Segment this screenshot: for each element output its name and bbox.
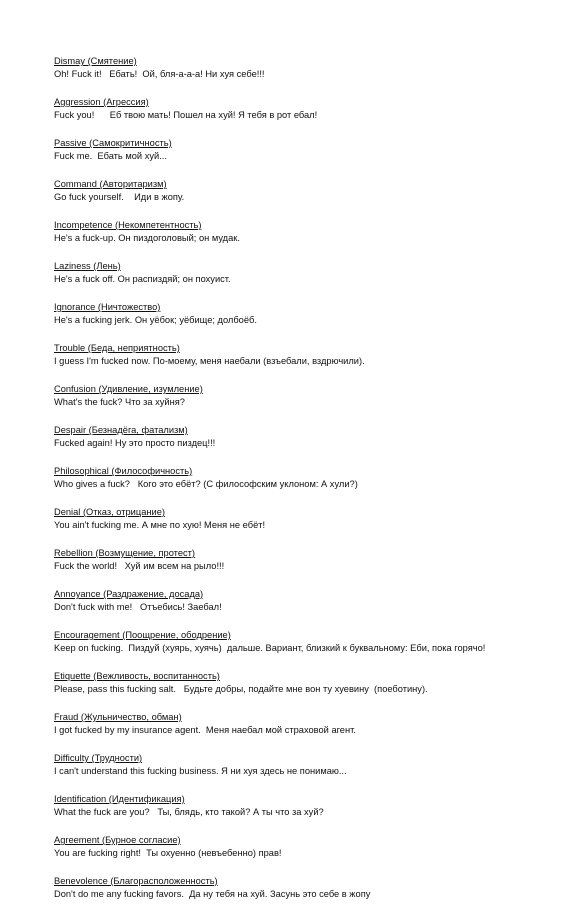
- entry-ignorance: [54, 297, 559, 326]
- entry-philosophical: [54, 461, 559, 490]
- entry-identification: [54, 789, 559, 818]
- entry-agreement: [54, 830, 559, 859]
- entry-heading: Dismay (Смятение): [54, 56, 137, 66]
- entry-text: Fuck you! Еб твою мать! Пошел на хуй! Я тебя в рот ебал!: [54, 110, 318, 120]
- entry-text: I guess I'm fucked now. По-моему, меня наебали (взъебали, вздрючили).: [54, 356, 365, 366]
- entry-heading: Laziness (Лень): [54, 261, 121, 271]
- entry-heading: Fraud (Жульничество, обман): [54, 712, 182, 722]
- entry-text: Oh! Fuck it! Ебать! Ой, бля-а-а-а! Ни хуя себе!!!: [54, 69, 265, 79]
- entry-heading: Command (Авторитаризм): [54, 179, 167, 189]
- entry-text: Fucked again! Ну это просто пиздец!!!: [54, 438, 216, 448]
- entry-dismay: [54, 51, 559, 80]
- entry-heading: Trouble (Беда, неприятность): [54, 343, 180, 353]
- entry-text: Go fuck yourself. Иди в жопу.: [54, 192, 185, 202]
- entry-fraud: [54, 707, 559, 736]
- entry-heading: Rebellion (Возмущение, протест): [54, 548, 195, 558]
- entry-heading: Annoyance (Раздражение, досада): [54, 589, 204, 599]
- entry-command: [54, 174, 559, 203]
- entry-text: He's a fuck off. Он распиздяй; он похуист.: [54, 274, 231, 284]
- entry-heading: Ignorance (Ничтожество): [54, 302, 161, 312]
- entry-heading: Confusion (Удивление, изумление): [54, 384, 203, 394]
- entry-encouragement: [54, 625, 559, 654]
- entry-text: I got fucked by my insurance agent. Меня наебал мой страховой агент.: [54, 725, 356, 735]
- entry-heading: Difficulty (Трудности): [54, 753, 143, 763]
- entry-heading: Encouragement (Поощрение, ободрение): [54, 630, 231, 640]
- entry-text: What the fuck are you? Ты, блядь, кто такой? А ты что за хуй?: [54, 807, 324, 817]
- entry-text: Don't do me any fucking favors. Да ну тебя на хуй. Засунь это себе в жопу: [54, 889, 371, 899]
- entry-text: He's a fuck-up. Он пиздоголовый; он мудак.: [54, 233, 240, 243]
- entry-benevolence: [54, 871, 559, 900]
- entry-text: Fuck the world! Хуй им всем на рыло!!!: [54, 561, 225, 571]
- entry-heading: Passive (Самокритичность): [54, 138, 172, 148]
- entry-heading: Etiquette (Вежливость, воспитанность): [54, 671, 220, 681]
- entry-denial: [54, 502, 559, 531]
- entry-text: He's a fucking jerk. Он уёбок; уёбище; долбоёб.: [54, 315, 257, 325]
- entry-text: You are fucking right! Ты охуенно (невъебенно) прав!: [54, 848, 282, 858]
- entry-text: Don't fuck with me! Отъебись! Заебал!: [54, 602, 222, 612]
- entry-difficulty: [54, 748, 559, 777]
- entry-heading: Aggression (Агрессия): [54, 97, 149, 107]
- entry-heading: Despair (Безнадёга, фатализм): [54, 425, 188, 435]
- entry-heading: Denial (Отказ, отрицание): [54, 507, 165, 517]
- entry-text: Fuck me. Ебать мой хуй...: [54, 151, 167, 161]
- entry-text: Please, pass this fucking salt. Будьте добры, подайте мне вон ту хуевину (поеботину).: [54, 684, 428, 694]
- document-page: [54, 51, 559, 912]
- entry-heading: Identification (Идентификация): [54, 794, 185, 804]
- entry-despair: [54, 420, 559, 449]
- entry-aggression: [54, 92, 559, 121]
- entry-text: Keep on fucking. Пиздуй (хуярь, хуячь) дальше. Вариант, близкий к буквальному: Еби, пока горячо!: [54, 643, 486, 653]
- entry-etiquette: [54, 666, 559, 695]
- entry-heading: Philosophical (Философичность): [54, 466, 193, 476]
- entry-heading: Incompetence (Некомпетентность): [54, 220, 202, 230]
- entry-annoyance: [54, 584, 559, 613]
- entry-text: What's the fuck? Что за хуйня?: [54, 397, 185, 407]
- entry-text: You ain't fucking me. А мне по хую! Меня не ебёт!: [54, 520, 266, 530]
- entry-trouble: [54, 338, 559, 367]
- entry-text: Who gives a fuck? Кого это ебёт? (С философским уклоном: А хули?): [54, 479, 358, 489]
- entry-heading: Agreement (Бурное согласие): [54, 835, 181, 845]
- entry-passive: [54, 133, 559, 162]
- entry-heading: Benevolence (Благорасположенность): [54, 876, 218, 886]
- entry-rebellion: [54, 543, 559, 572]
- entry-text: I can't understand this fucking business. Я ни хуя здесь не понимаю...: [54, 766, 347, 776]
- entry-confusion: [54, 379, 559, 408]
- entry-incompetence: [54, 215, 559, 244]
- entry-laziness: [54, 256, 559, 285]
